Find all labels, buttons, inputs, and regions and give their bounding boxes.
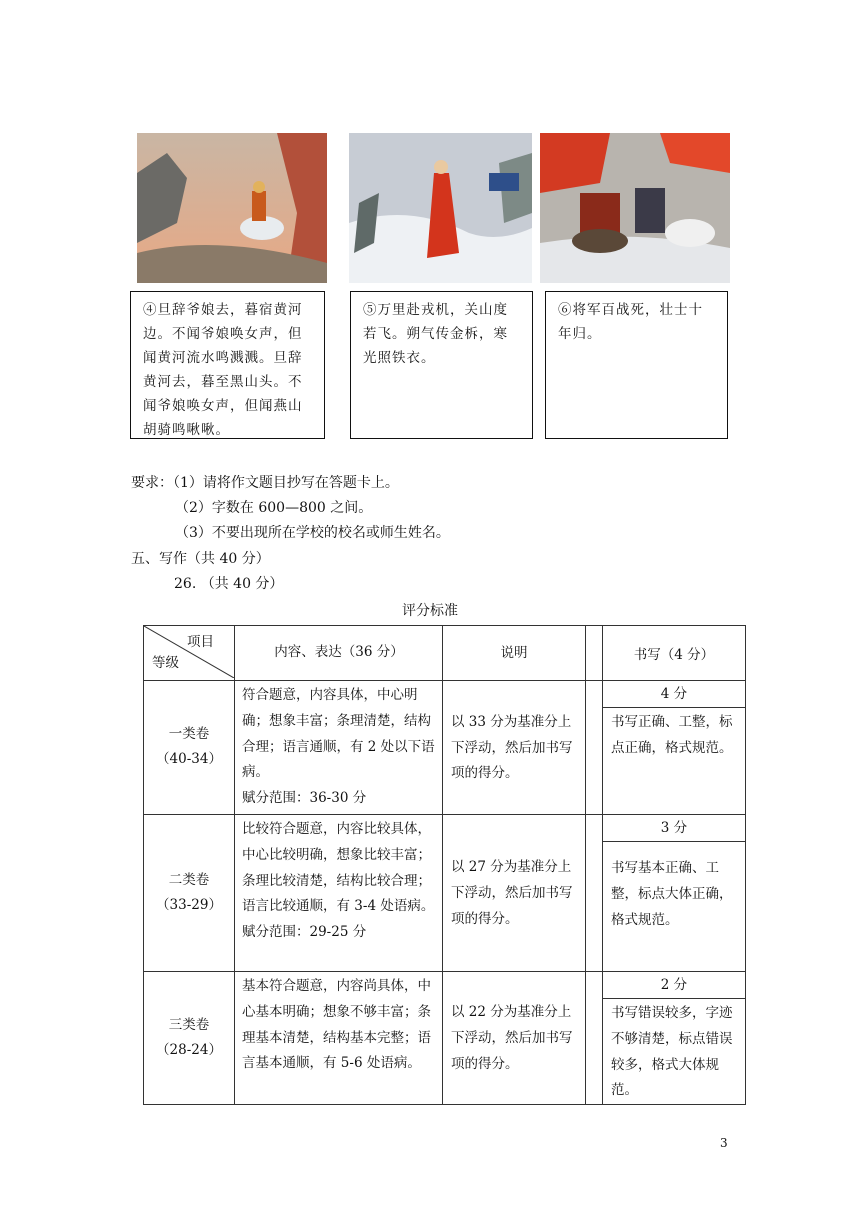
level-name: 一类卷 [168,726,210,743]
writing-cell [603,814,746,971]
requirement-3: （3）不要出现所在学校的校名或师生姓名。 [175,525,450,541]
level-cell [144,681,235,815]
score-range: 赋分范围：29-25 分 [242,924,367,941]
table-row [144,814,746,971]
table-row [144,681,746,815]
spacer-cell [586,626,603,681]
requirement-2: （2）字数在 600—800 之间。 [175,500,373,516]
writing-score: 4 分 [603,681,745,708]
poem-caption-6: ⑥将军百战死，壮士十年归。 [545,291,728,439]
writing-desc: 书写错误较多，字迹不够清楚，标点错误较多，格式大体规范。 [611,1004,733,1099]
spacer-cell [586,681,603,815]
requirement-1: 要求：（1）请将作文题目抄写在答题卡上。 [131,475,399,491]
header-level-label: 等级 [152,655,179,671]
content-text: 符合题意，内容具体，中心明确；想象丰富；条理清楚，结构合理；语言通顺，有 2 处以下语病。 [242,687,435,781]
content-text: 比较符合题意，内容比较具体，中心比较明确，想象比较丰富；条理比较清楚，结构比较合理；语言比较通顺，有 3-4 处语病。 [242,820,435,915]
writing-desc: 书写基本正确、工整，标点大体正确，格式规范。 [611,859,733,928]
spacer-cell [586,814,603,971]
illustration-return-army [540,133,730,283]
writing-score: 2 分 [603,972,745,999]
note-cell: 以 27 分为基准分上下浮动，然后加书写项的得分。 [443,814,586,971]
writing-desc: 书写正确、工整，标点正确，格式规范。 [611,714,733,756]
level-range: （40-34） [156,751,222,768]
content-cell [235,971,443,1104]
scoring-table [143,625,746,1105]
question-26: 26. （共 40 分） [174,576,284,592]
poem-caption-5: ⑤万里赴戎机，关山度若飞。朔气传金柝，寒光照铁衣。 [350,291,533,439]
content-cell [235,681,443,815]
diagonal-header-cell [144,626,235,681]
note-cell: 以 33 分为基准分上下浮动，然后加书写项的得分。 [443,681,586,815]
illustration-departure [137,133,327,283]
header-note: 说明 [443,626,586,681]
table-row [144,971,746,1104]
poem-caption-4: ④旦辞爷娘去，暮宿黄河边。不闻爷娘唤女声，但闻黄河流水鸣溅溅。旦辞黄河去，暮至黑山头。不闻爷娘唤女声，但闻燕山胡骑鸣啾啾。 [130,291,325,439]
note-cell: 以 22 分为基准分上下浮动，然后加书写项的得分。 [443,971,586,1104]
level-name: 三类卷 [168,1017,210,1034]
score-range: 赋分范围：36-30 分 [242,790,367,807]
illustration-snow-march [349,133,532,283]
content-text: 基本符合题意，内容尚具体，中心基本明确；想象不够丰富；条理基本清楚，结构基本完整；语言基本通顺，有 5-6 处语病。 [242,977,431,1072]
level-range: （28-24） [156,1042,222,1059]
content-cell [235,814,443,971]
table-header-row [144,626,746,681]
level-range: （33-29） [156,896,222,913]
level-name: 二类卷 [168,871,210,888]
writing-cell [603,681,746,815]
writing-score: 3 分 [603,815,745,842]
header-writing: 书写（4 分） [603,626,746,681]
writing-cell [603,971,746,1104]
level-cell [144,814,235,971]
level-cell [144,971,235,1104]
page-number: 3 [720,1136,728,1150]
section-heading: 五、写作（共 40 分） [131,551,270,567]
header-content: 内容、表达（36 分） [235,626,443,681]
table-caption: 评分标准 [402,603,458,619]
spacer-cell [586,971,603,1104]
header-item-label: 项目 [187,634,214,650]
